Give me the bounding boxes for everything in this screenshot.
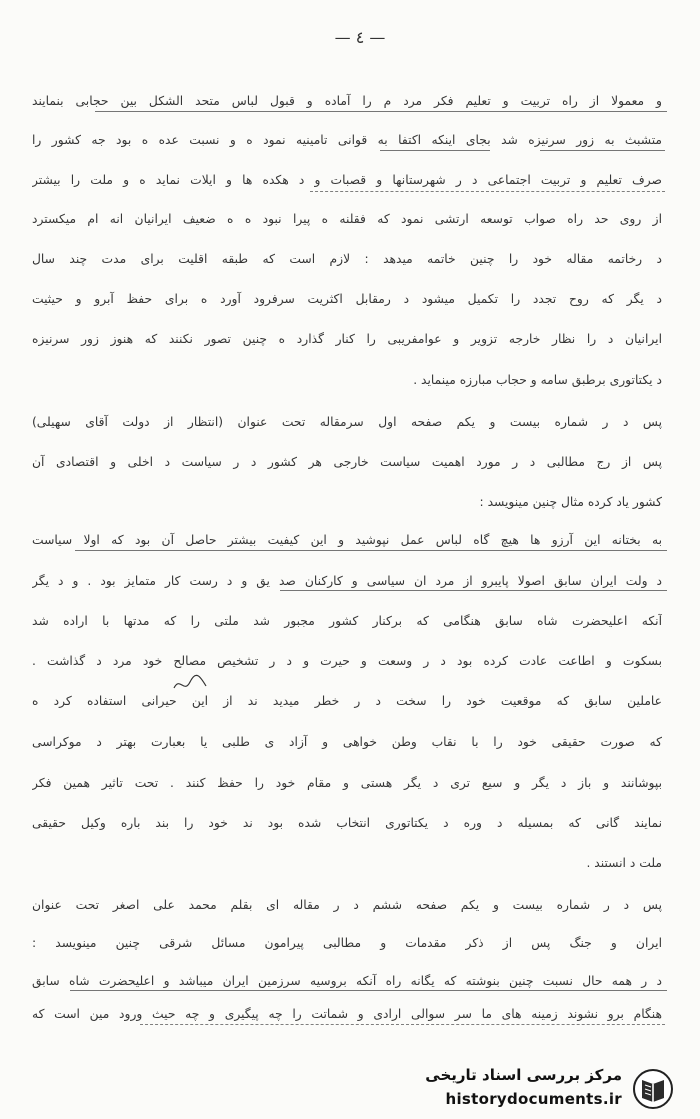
text-line-14: آنکه اعلیحضرت شاه سابق هنگامی که برکنار کشور مجبور شد ملتی را که مدتها با اراده شد [32,614,662,628]
text-line-16: عاملین سابق که موقعیت خود را سخت د ر خطر میدید ند از این حیرانی استفاده کرد ه [32,694,662,708]
underline-1 [95,111,667,112]
handwritten-mark [170,672,210,696]
watermark-title: مرکز بررسی اسناد تاریخی [425,1066,622,1084]
text-line-2: متشبث به زور سرنیزه شد بجای اینکه اکتفا به قوانی تامینیه نمود ه و نسبت عده ه بود جه کشور را [32,133,662,147]
text-line-7: ایرانیان د را نظار خارجه تزویر و عوامفریبی را کنار گذارد ه چنین تصور نکنند که هنوز زور سرنیزه [32,332,662,346]
text-line-22: ایران و جنگ پس از ذکر مقدمات و مطالبی پیرامون مسائل شرقی چنین مینویسد : [32,936,662,950]
text-line-6: د یگر که روح تجدد را تکمیل میشود د رمقابل اکثریت سرفرود آورد ه برای حفظ آبرو و حیثیت [32,292,662,306]
text-line-5: د رخاتمه مقاله خود را چنین خاتمه میدهد : لازم است که طبقه اقلیت برای مدت چند سال [32,252,662,266]
underline-2 [540,150,665,151]
text-line-24: هنگام برو نشوند زمینه های ما سر سوالی ارادی و شماتت را چه پیگیری و چه حیث ورود مین است که [32,1007,662,1021]
text-line-10: پس از رج مطالبی د ر مورد اهمیت سیاست خارجی هر کشور د ر سیاست د اخلی و اقتصادی آن [32,455,662,469]
text-line-17: که صورت حقیقی خود را با نقاب وطن خواهی و آزاد ی طلبی یا بعبارت بهتر د موکراسی [32,735,662,749]
underline-7 [70,990,667,991]
text-line-8: د یکتاتوری برطبق سامه و حجاب مبارزه مینماید . [413,373,662,387]
text-line-15: بسکوت و اطاعت عادت کرده بود د ر وسعت و حیرت و د ر تشخیص مصالح خود مرد د گذاشت . [32,654,662,668]
text-line-9: پس د ر شماره بیست و یکم صفحه اول سرمقاله تحت عنوان (انتظار از دولت آقای سهیلی) [32,415,662,429]
text-line-13: د ولت ایران سابق اصولا پایبرو از مرد ان سیاسی و کارکنان صد یق و د رست کار متمایز بود . و د یگر [32,574,662,588]
page-number: — ٤ — [334,28,386,47]
text-line-21: پس د ر شماره بیست و یکم صفحه ششم د ر مقاله ای بقلم محمد علی اصغر تحت عنوان [32,898,662,912]
text-line-12: به بختانه این آرزو ها هیچ گاه لباس عمل نپوشید و این کیفیت بیشتر حاصل آن بود که اولا سیاست [32,533,662,547]
underline-8 [140,1022,665,1025]
text-line-4: از روی حد راه صواب توسعه ارتشی نمود که فقلنه ه پیرا نبود ه ه ضعیف ایرانیان انه ام میکسترد [32,212,662,226]
text-line-1: و معمولا از راه تربیت و تعلیم فکر مرد م را آماده و قبول لباس متحد الشکل بین حجابی بنمایند [32,94,662,108]
underline-6 [280,590,667,591]
text-line-3: صرف تعلیم و تربیت اجتماعی د ر شهرستانها و قصبات و د هکده ها و ایلات نماید ه و ملت را بیشتر [32,173,662,187]
text-line-20: ملت د انستند . [586,856,662,870]
text-line-11: کشور یاد کرده مثال چنین مینویسد : [479,495,662,509]
text-line-18: بپوشانند و باز د یگر و سیع تری د یگر هستی و مقام خود را حفظ کنند . تحت تاثیر همین فکر [32,776,662,790]
watermark-url: historydocuments.ir [445,1090,622,1108]
underline-4 [310,189,665,192]
watermark-logo [425,1066,680,1112]
underline-5 [75,550,667,551]
text-line-19: نمایند گانی که بمسیله د وره د یکتاتوری انتخاب شده بود ند خود را بند باره وکیل حقیقی [32,816,662,830]
underline-3 [380,150,490,151]
text-line-23: د ر همه حال نسبت چنین بنوشته که یگانه راه آنکه بروسیه سرزمین ایران میباشد و اعلیحضرت شاه سابق [32,974,662,988]
book-emblem-icon [632,1068,674,1110]
